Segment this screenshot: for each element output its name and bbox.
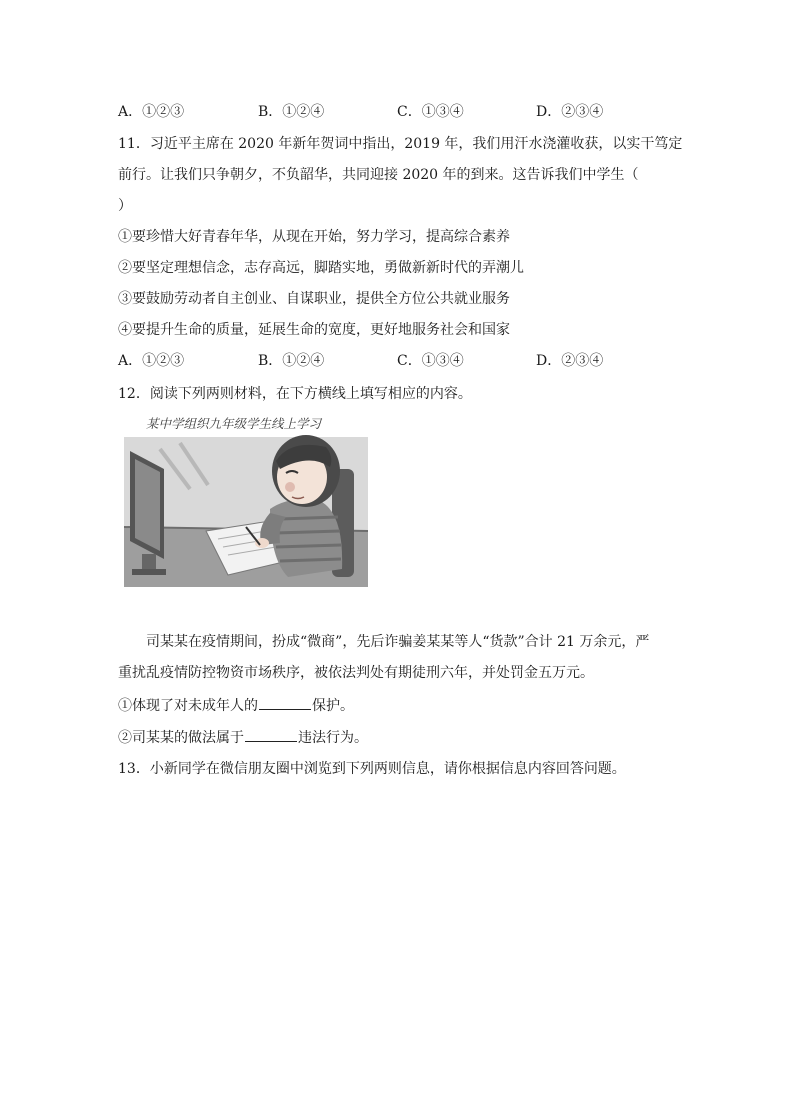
q10-option-b[interactable]: B．①②④	[258, 104, 325, 120]
q10-options	[118, 102, 638, 122]
q12-stem: 12．阅读下列两则材料，在下方横线上填写相应的内容。	[118, 386, 472, 402]
q12-blank2-line	[118, 727, 368, 748]
q11-options	[118, 351, 638, 371]
q11-option-d[interactable]: D．②③④	[536, 353, 604, 369]
q11-stem-line3: ）	[118, 198, 132, 214]
q10-option-c[interactable]: C．①③④	[397, 104, 464, 120]
online-learning-illustration	[120, 409, 368, 587]
q11-option-a[interactable]: A．①②③	[118, 353, 185, 369]
q11-item-4: ④要提升生命的质量，延展生命的宽度，更好地服务社会和国家	[118, 322, 510, 338]
q11-item-3: ③要鼓励劳动者自主创业、自谋职业，提供全方位公共就业服务	[118, 291, 510, 307]
q12-blank1-line	[118, 695, 354, 716]
q11-stem-line2: 前行。让我们只争朝夕，不负韶华，共同迎接 2020 年的到来。这告诉我们中学生（	[118, 167, 639, 183]
q12-blank1-after: 保护。	[312, 698, 354, 714]
q11-option-c[interactable]: C．①③④	[397, 353, 464, 369]
q12-material-line1: 司某某在疫情期间，扮成“微商”，先后诈骗姜某某等人“货款”合计 21 万余元，严	[146, 634, 650, 650]
q11-option-b[interactable]: B．①②④	[258, 353, 325, 369]
q11-item-1: ①要珍惜大好青春年华，从现在开始，努力学习，提高综合素养	[118, 229, 510, 245]
q11-item-2: ②要坚定理想信念，志存高远，脚踏实地，勇做新新时代的弄潮儿	[118, 260, 524, 276]
figure-caption: 某中学组织九年级学生线上学习	[146, 416, 322, 431]
q12-material-line2: 重扰乱疫情防控物资市场秩序，被依法判处有期徒刑六年，并处罚金五万元。	[118, 665, 594, 681]
q12-answer-blank-1[interactable]	[259, 695, 311, 710]
q13-stem: 13．小新同学在微信朋友圈中浏览到下列两则信息，请你根据信息内容回答问题。	[118, 761, 626, 777]
q10-option-d[interactable]: D．②③④	[536, 104, 604, 120]
q12-answer-blank-2[interactable]	[245, 727, 297, 742]
q10-option-a[interactable]: A．①②③	[118, 104, 185, 120]
q12-blank1-before: ①体现了对未成年人的	[118, 698, 258, 714]
q12-blank2-before: ②司某某的做法属于	[118, 730, 244, 746]
q11-stem-line1: 11．习近平主席在 2020 年新年贺词中指出，2019 年，我们用汗水浇灌收获，以实干笃定	[118, 136, 683, 152]
q12-blank2-after: 违法行为。	[298, 730, 368, 746]
